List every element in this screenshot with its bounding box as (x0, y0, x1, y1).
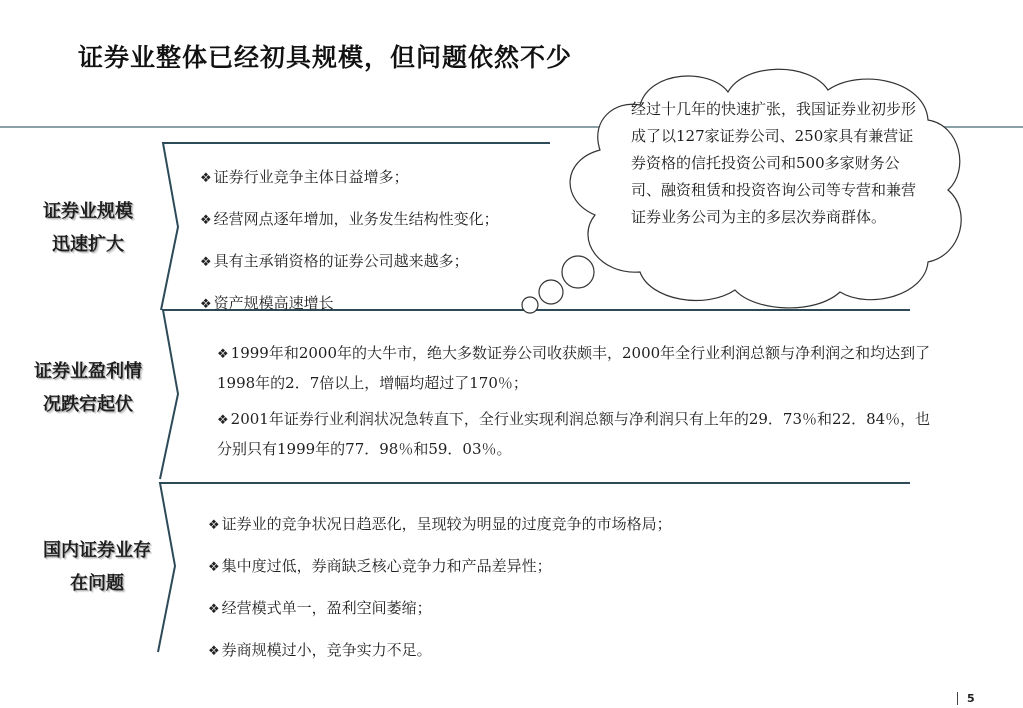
list-item-text: 证券业的竞争状况日趋恶化，呈现较为明显的过度竞争的市场格局； (221, 515, 672, 533)
list-item-text: 2001年证券行业利润状况急转直下，全行业实现利润总额与净利润只有上年的29．73％和22．84％，也分别只有1999年的77．98％和59．03％。 (217, 410, 931, 458)
diamond-bullet-icon: ❖ (208, 602, 220, 617)
diamond-bullet-icon: ❖ (217, 413, 229, 428)
cloud-tail-medium (539, 280, 563, 304)
diamond-bullet-icon: ❖ (200, 255, 212, 270)
diamond-bullet-icon: ❖ (208, 518, 220, 533)
section-1-label-line1: 证券业规模 (43, 201, 133, 222)
list-item-text: 经营网点逐年增加，业务发生结构性变化； (213, 210, 499, 228)
section-1-label-line2: 迅速扩大 (52, 234, 124, 255)
list-item-text: 集中度过低，券商缺乏核心竞争力和产品差异性； (221, 557, 552, 575)
diamond-bullet-icon: ❖ (208, 644, 220, 659)
list-item-text: 具有主承销资格的证券公司越来越多； (213, 252, 469, 270)
diamond-bullet-icon: ❖ (200, 213, 212, 228)
page-title: 证券业整体已经初具规模，但问题依然不少 (78, 43, 573, 72)
diamond-bullet-icon: ❖ (200, 297, 212, 312)
list-item-text: 经营模式单一，盈利空间萎缩； (221, 599, 432, 617)
list-item-text: 证券行业竞争主体日益增多； (213, 168, 409, 186)
list-item-text: 1999年和2000年的大牛市，绝大多数证券公司收获颇丰，2000年全行业利润总额与净利润之和均达到了1998年的2．7倍以上，增幅均超过了170％； (217, 344, 931, 392)
page-number: 5 (957, 692, 975, 705)
section-3-label-line1: 国内证券业存 (43, 540, 151, 561)
cloud-tail-small (522, 297, 538, 313)
section-3-label-line2: 在问题 (70, 573, 124, 594)
diamond-bullet-icon: ❖ (217, 347, 229, 362)
diamond-bullet-icon: ❖ (200, 171, 212, 186)
cloud-tail-large (562, 256, 594, 288)
list-item-text: 资产规模高速增长 (213, 294, 334, 312)
diamond-bullet-icon: ❖ (208, 560, 220, 575)
section-2-label-line2: 况跌宕起伏 (43, 394, 133, 415)
callout-text: 经过十几年的快速扩张，我国证券业初步形成了以127家证券公司、250家具有兼营证券资格的信托投资公司和500多家财务公司、融资租赁和投资咨询公司等专营和兼营证券业务公司为主的多层次券商群体。 (631, 100, 917, 226)
section-2-label-line1: 证券业盈利情 (34, 361, 142, 382)
list-item-text: 券商规模过小，竞争实力不足。 (221, 641, 432, 659)
